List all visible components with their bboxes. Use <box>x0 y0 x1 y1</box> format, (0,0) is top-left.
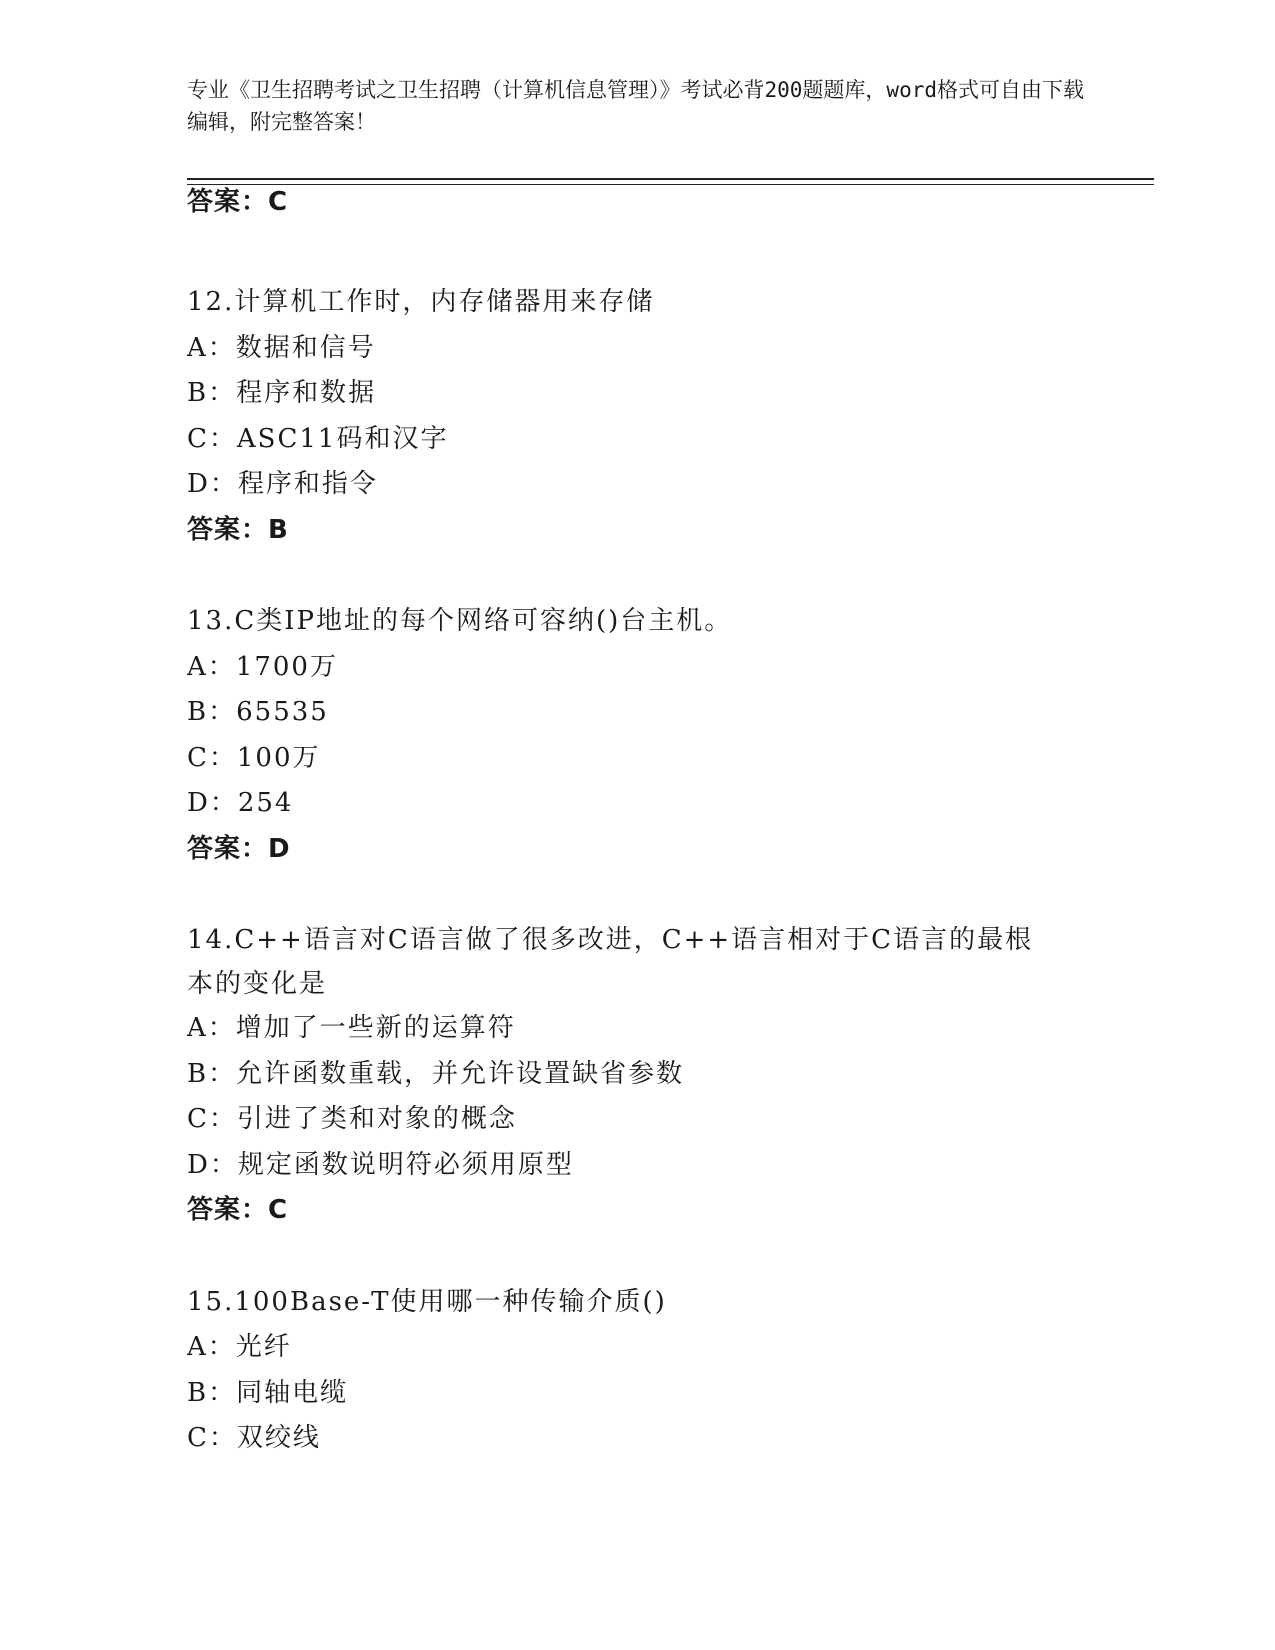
option-a: A：增加了一些新的运算符 <box>187 1013 516 1043</box>
option-b: B：程序和数据 <box>187 378 377 408</box>
option-a: A：光纤 <box>187 1332 292 1362</box>
question-15 <box>187 1280 1087 1462</box>
header-divider-thick <box>187 178 1154 180</box>
option-b: B：同轴电缆 <box>187 1377 349 1408</box>
spacer <box>187 1234 1087 1280</box>
spacer <box>187 872 1087 918</box>
option-c: C：双绞线 <box>187 1423 321 1453</box>
question-stem: 13.C类IP地址的每个网络可容纳()台主机。 <box>187 606 733 636</box>
question-14 <box>187 918 1087 1234</box>
option-b: B：65535 <box>187 697 329 727</box>
option-a: A：1700万 <box>187 651 338 682</box>
spacer <box>187 234 1087 280</box>
question-stem: 15.100Base-T使用哪一种传输介质() <box>187 1286 667 1317</box>
question-list <box>187 188 1087 1462</box>
answer-line: 答案：C <box>187 187 289 217</box>
answer-line: 答案：D <box>187 833 291 864</box>
option-c: C：100万 <box>187 742 321 773</box>
option-d: D：254 <box>187 788 294 818</box>
option-d: D：规定函数说明符必须用原型 <box>187 1149 574 1180</box>
option-d: D：程序和指令 <box>187 469 378 499</box>
option-c: C：ASC11码和汉字 <box>187 423 449 454</box>
question-13 <box>187 599 1087 872</box>
question-12 <box>187 280 1087 553</box>
option-c: C：引进了类和对象的概念 <box>187 1104 517 1134</box>
answer-line: 答案：C <box>187 1195 289 1225</box>
option-a: A：数据和信号 <box>187 332 376 363</box>
option-b: B：允许函数重载，并允许设置缺省参数 <box>187 1058 685 1089</box>
spacer <box>187 553 1087 599</box>
document-header: 专业《卫生招聘考试之卫生招聘（计算机信息管理）》考试必背200题题库，word格式可自由下载编辑，附完整答案！ <box>187 78 1084 134</box>
question-stem: 14.C++语言对C语言做了很多改进，C++语言相对于C语言的最根本的变化是 <box>187 925 1034 999</box>
answer-line: 答案：B <box>187 514 289 545</box>
header-divider-thin <box>187 184 1154 185</box>
question-stem: 12.计算机工作时，内存储器用来存储 <box>187 287 655 317</box>
